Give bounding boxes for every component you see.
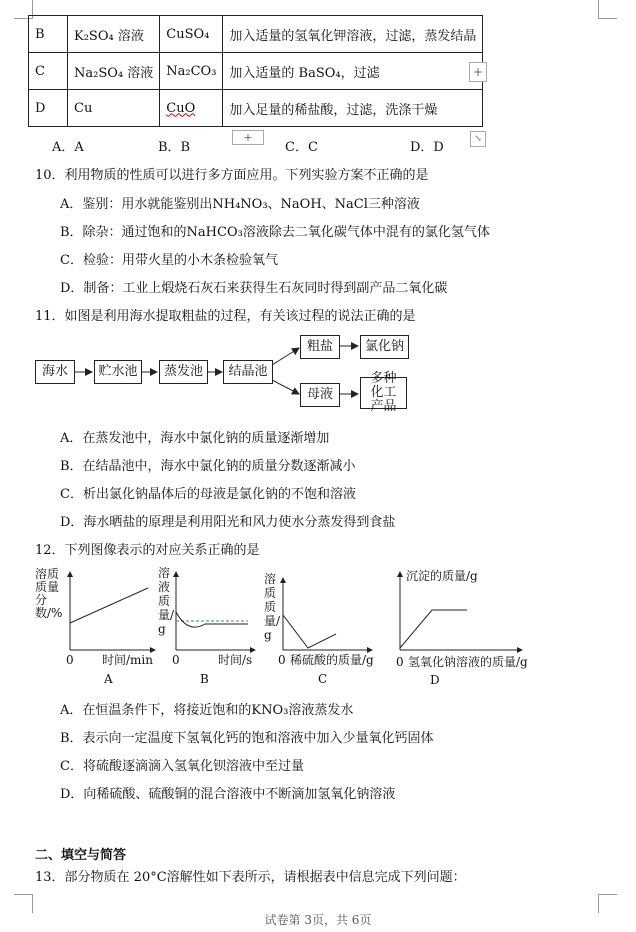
graph-c-tag: C [318, 672, 328, 686]
q10-option-d: D．制备：工业上煅烧石灰石来获得生石灰同时得到副产品二氧化碳 [60, 281, 448, 296]
table-cell: Na₂CO₃ [160, 53, 223, 90]
graph-d-curve [400, 610, 467, 648]
graph-c-xlabel: 稀硫酸的质量/g [290, 653, 374, 667]
graph-c-curve [283, 615, 336, 648]
q11-option-d: D．海水晒盐的原理是利用阳光和风力使水分蒸发得到食盐 [60, 515, 396, 530]
q11-stem: 11．如图是利用海水提取粗盐的过程，有关该过程的说法正确的是 [35, 309, 416, 324]
page-footer: 试卷第 3页，共 6页 [264, 913, 372, 927]
graph-a-xlabel: 时间/min [102, 653, 153, 667]
table-cell: CuO [160, 90, 223, 127]
q11-option-c: C．析出氯化钠晶体后的母液是氯化钠的不饱和溶液 [60, 487, 356, 502]
graph-c-ylabel: 溶质质量/g [264, 572, 281, 642]
graph-b-origin: 0 [172, 653, 180, 667]
table-cell: Cu [68, 90, 160, 127]
flow-box-evaporation-pool: 蒸发池 [159, 360, 208, 384]
flow-box-seawater: 海水 [35, 360, 75, 384]
q10-option-b: B．除杂：通过饱和的NaHCO₃溶液除去二氧化碳气体中混有的氯化氢气体 [60, 225, 490, 240]
graph-c-origin: 0 [278, 653, 286, 667]
q10-option-c: C．检验：用带火星的小木条检验氧气 [60, 253, 278, 268]
row-label: B [29, 16, 68, 53]
table-cell: 加入适量的 BaSO₄，过滤 [223, 53, 483, 90]
section-heading: 二、填空与简答 [35, 848, 127, 863]
table-cell: CuSO₄ [160, 16, 223, 53]
graph-d-origin: 0 [396, 655, 404, 669]
q12-option-a: A．在恒温条件下，将接近饱和的KNO₃溶液蒸发水 [60, 703, 354, 718]
flow-box-crude-salt: 粗盐 [300, 335, 340, 359]
graph-b-xlabel: 时间/s [218, 653, 253, 667]
q9-option-c: C．C [285, 140, 318, 155]
q12-stem: 12．下列图像表示的对应关系正确的是 [35, 543, 260, 558]
add-column-button[interactable]: + [469, 62, 487, 82]
graph-b-tag: B [200, 672, 209, 686]
graph-a-curve [70, 588, 148, 623]
q9-option-a: A．A [52, 140, 84, 155]
graph-d-ylabel: 沉淀的质量/g [406, 569, 478, 583]
flow-box-storage-pool: 贮水池 [94, 360, 142, 384]
graph-a-ylabel: 溶质质量分数/% [35, 567, 63, 620]
table-cell: K₂SO₄ 溶液 [68, 16, 160, 53]
q12-option-d: D．向稀硫酸、硫酸铜的混合溶液中不断滴加氢氧化钠溶液 [60, 787, 396, 802]
table-resize-handle[interactable]: ↘ [470, 131, 486, 147]
flow-box-sodium-chloride: 氯化钠 [360, 335, 409, 359]
q9-option-b: B．B [158, 140, 191, 155]
q13-stem: 13．部分物质在 20°C溶解性如下表所示，请根据表中信息完成下列问题： [35, 870, 466, 885]
q10-option-a: A．鉴别：用水就能鉴别出NH₄NO₃、NaOH、NaCl三种溶液 [60, 197, 420, 212]
graph-d-tag: D [430, 673, 440, 687]
q10-stem: 10．利用物质的性质可以进行多方面应用。下列实验方案不正确的是 [35, 168, 429, 183]
flow-box-chemical-products: 多种化工产品 [360, 377, 407, 409]
q12-option-c: C．将硫酸逐滴滴入氢氧化钡溶液中至过量 [60, 759, 304, 774]
q9-option-d: D．D [410, 140, 444, 155]
table-cell: Na₂SO₄ 溶液 [68, 53, 160, 90]
q12-option-b: B．表示向一定温度下氢氧化钙的饱和溶液中加入少量氧化钙固体 [60, 731, 434, 746]
row-label: C [29, 53, 68, 90]
q11-option-b: B．在结晶池中，海水中氯化钠的质量分数逐渐减小 [60, 459, 356, 474]
table-cell: 加入足量的稀盐酸，过滤，洗涤干燥 [223, 90, 483, 127]
table-cell: 加入适量的氢氧化钾溶液，过滤，蒸发结晶 [223, 16, 483, 53]
graph-d-xlabel: 氢氧化钠溶液的质量/g [408, 655, 528, 669]
graph-a-origin: 0 [66, 653, 74, 667]
add-row-button[interactable]: + [232, 130, 264, 145]
graph-b-curve [176, 612, 248, 627]
flow-box-mother-liquor: 母液 [300, 383, 340, 407]
flow-box-crystallization-pool: 结晶池 [223, 360, 273, 384]
row-label: D [29, 90, 68, 127]
q11-option-a: A．在蒸发池中，海水中氯化钠的质量逐渐增加 [60, 431, 330, 446]
graph-a-tag: A [104, 672, 113, 686]
graph-b-ylabel: 溶液质量/g [158, 566, 175, 636]
